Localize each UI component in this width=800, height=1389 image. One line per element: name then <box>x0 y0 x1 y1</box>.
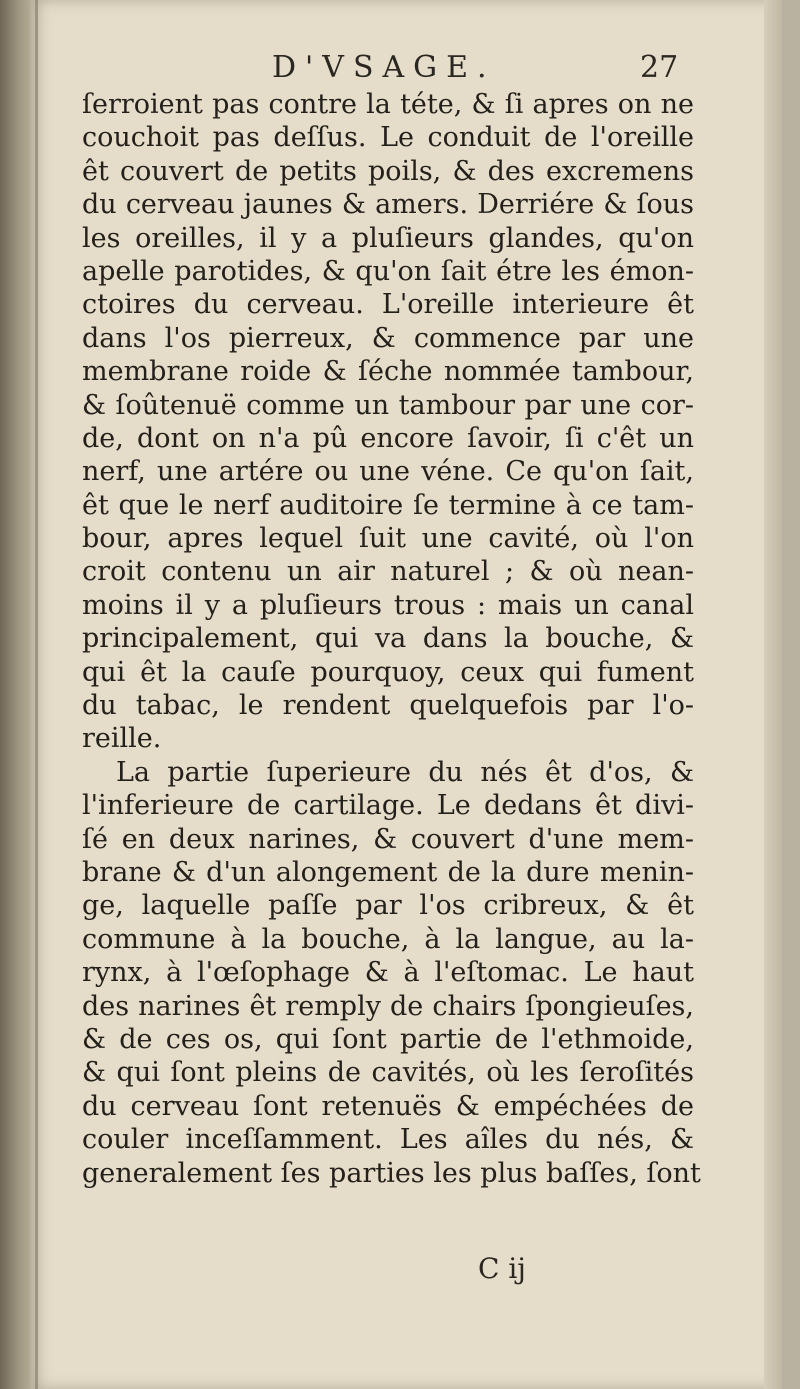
text-line: moins il y a pluſieurs trous : mais un canal <box>82 589 694 621</box>
text-line: qui êt la cauſe pourquoy, ceux qui fument <box>82 656 694 688</box>
text-line: & ſoûtenuë comme un tambour par une cor- <box>82 389 694 421</box>
text-line: êt que le nerf auditoire ſe termine à ce tam- <box>82 489 694 521</box>
body-text <box>82 88 701 1190</box>
text-line: bour, apres lequel ſuit une cavité, où l'on <box>82 523 694 555</box>
text-line: ſé en deux narines, & couvert d'une mem- <box>82 823 694 855</box>
text-line: & qui ſont pleins de cavités, où les ſeroſités <box>82 1057 694 1089</box>
text-line: apelle parotides, & qu'on ſait étre les émon- <box>82 255 694 287</box>
text-line: du cerveau jaunes & amers. Derriére & ſous <box>82 189 694 221</box>
text-line: du cerveau ſont retenuës & empéchées de <box>82 1090 694 1122</box>
text-line: de, dont on n'a pû encore ſavoir, ſi c'êt un <box>82 422 694 454</box>
text-line: dans l'os pierreux, & commence par une <box>82 322 694 354</box>
gutter-fold <box>35 0 38 1389</box>
text-line: ſerroient pas contre la téte, & ſi apres on ne <box>82 89 694 120</box>
text-line: êt couvert de petits poils, & des excremens <box>82 155 694 187</box>
signature-mark: C ij <box>478 1252 526 1285</box>
text-line: du tabac, le rendent quelquefois par l'o- <box>82 690 694 722</box>
text-line: membrane roide & ſéche nommée tambour, <box>82 356 694 388</box>
text-line: des narines êt remply de chairs ſpongieuſes, <box>82 990 694 1022</box>
text-line: & de ces os, qui ſont partie de l'ethmoide, <box>82 1023 694 1055</box>
text-line: nerf, une artére ou une véne. Ce qu'on ſait, <box>82 456 694 488</box>
text-line: generalement ſes parties les plus baſſes, ſont <box>82 1157 701 1189</box>
text-line: rynx, à l'œſophage & à l'eſtomac. Le haut <box>82 957 694 989</box>
running-title: D'VSAGE. <box>272 50 496 85</box>
paragraph-start-line: La partie ſuperieure du nés êt d'os, & <box>116 756 694 788</box>
page-number: 27 <box>640 50 679 85</box>
text-line: couler inceſſamment. Les aîles du nés, & <box>82 1124 694 1156</box>
text-line: commune à la bouche, à la langue, au la- <box>82 923 694 955</box>
text-line: l'inferieure de cartilage. Le dedans êt divi- <box>82 790 694 822</box>
text-line: les oreilles, il y a pluſieurs glandes, qu'on <box>82 222 694 254</box>
text-line: couchoit pas deſſus. Le conduit de l'oreille <box>82 122 694 154</box>
text-line: brane & d'un alongement de la dure menin- <box>82 856 694 888</box>
text-line: croit contenu un air naturel ; & où nean- <box>82 556 694 588</box>
paragraph-end-line: reille. <box>82 723 162 755</box>
page-edge <box>764 0 782 1389</box>
text-line: ctoires du cerveau. L'oreille interieure êt <box>82 289 694 321</box>
text-line: ge, laquelle paſſe par l'os cribreux, & êt <box>82 890 694 922</box>
text-line: principalement, qui va dans la bouche, & <box>82 623 694 655</box>
